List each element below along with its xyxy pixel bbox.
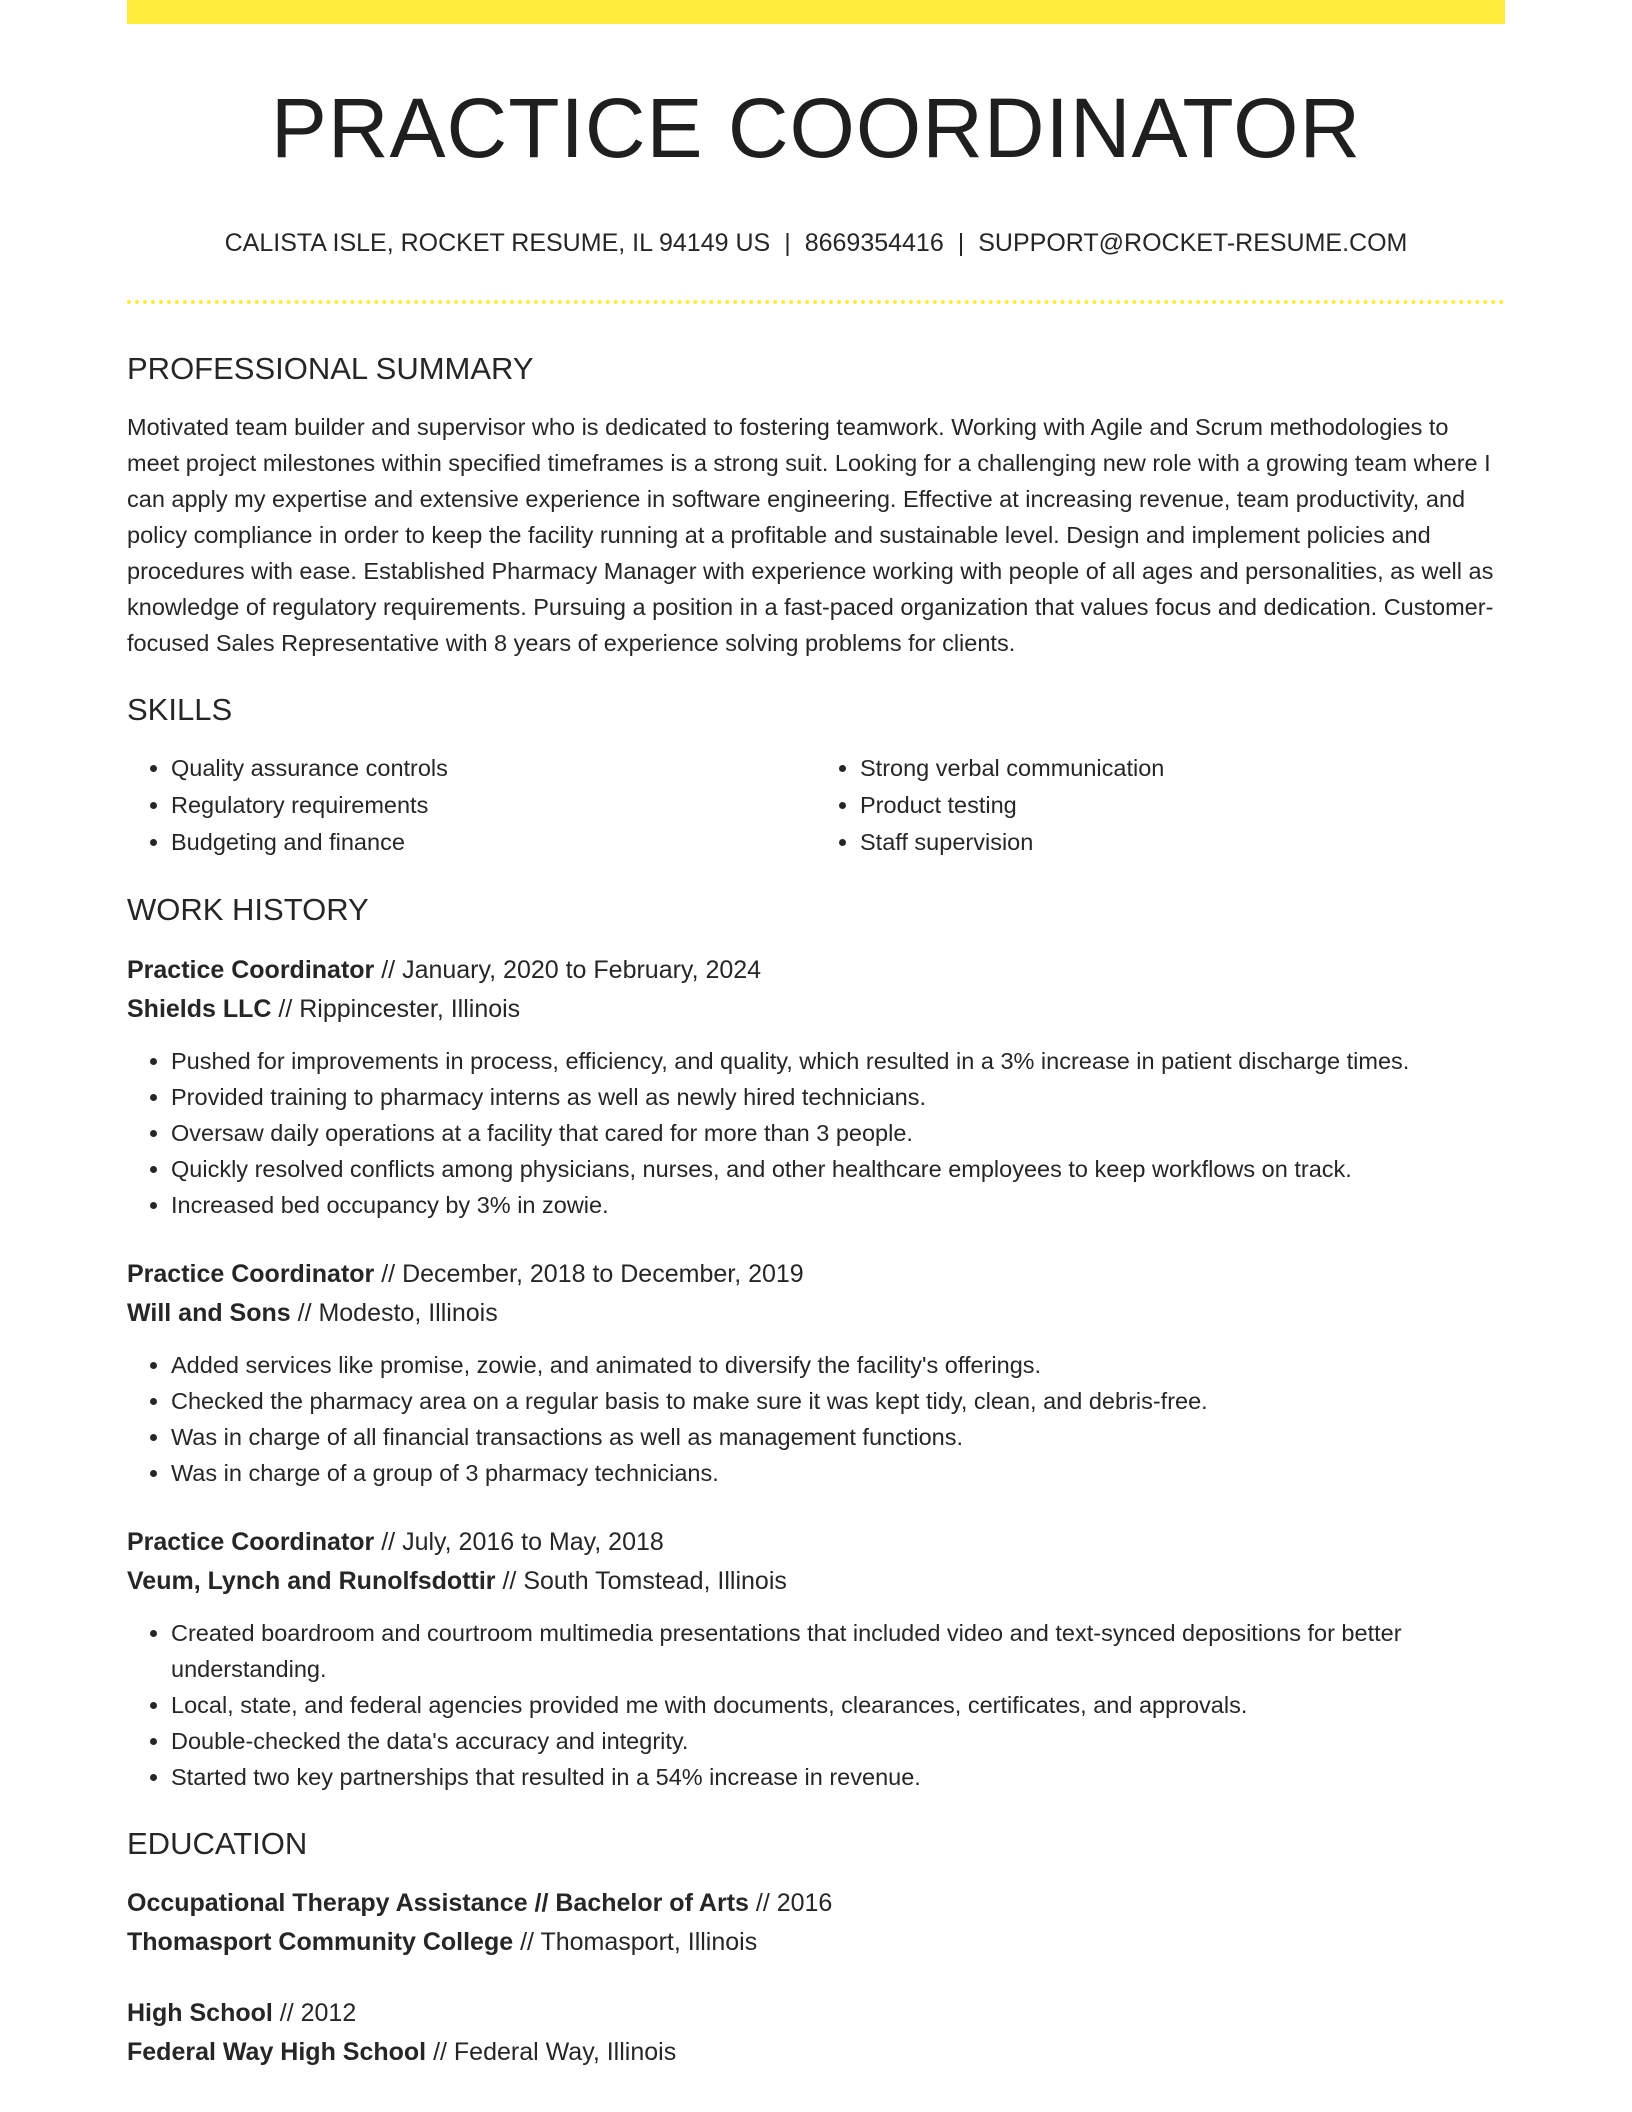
job-bullet: • Local, state, and federal agencies provided me with documents, clearances, certificates, and approvals. xyxy=(171,1687,1505,1723)
contact-separator: | xyxy=(957,229,965,257)
job-bullet: • Pushed for improvements in process, efficiency, and quality, which resulted in a 3% increase in patient discharge times. xyxy=(171,1043,1505,1079)
job-bullet: • Oversaw daily operations at a facility that cared for more than 3 people. xyxy=(171,1115,1505,1151)
skill-item: • Regulatory requirements xyxy=(171,787,816,824)
education-year: // 2012 xyxy=(272,1998,357,2027)
dotted-divider xyxy=(127,300,1505,304)
job-bullet: • Added services like promise, zowie, and animated to diversify the facility's offerings. xyxy=(171,1347,1505,1383)
contact-line xyxy=(127,228,1505,258)
education-location: // Thomasport, Illinois xyxy=(513,1927,758,1956)
skills-column-left xyxy=(127,750,816,861)
job-role: Practice Coordinator xyxy=(127,1527,375,1556)
job-dates: // January, 2020 to February, 2024 xyxy=(374,955,762,984)
job-bullet: • Double-checked the data's accuracy and integrity. xyxy=(171,1723,1505,1759)
job-bullet: • Provided training to pharmacy interns as well as newly hired technicians. xyxy=(171,1079,1505,1115)
contact-phone: 8669354416 xyxy=(804,229,944,257)
contact-separator: | xyxy=(784,229,791,257)
education-school-line xyxy=(127,2033,1505,2072)
job-role: Practice Coordinator xyxy=(127,1259,375,1288)
job-entry xyxy=(127,1523,1505,1795)
job-bullet: • Created boardroom and courtroom multimedia presentations that included video and text-synced depositions for better understanding. xyxy=(171,1615,1505,1687)
job-company: Shields LLC xyxy=(127,994,272,1023)
job-location: // South Tomstead, Illinois xyxy=(495,1566,787,1595)
job-bullet: • Was in charge of a group of 3 pharmacy technicians. xyxy=(171,1455,1505,1491)
education-school: Federal Way High School xyxy=(127,2037,427,2066)
job-bullets xyxy=(127,1043,1505,1223)
job-bullets xyxy=(127,1347,1505,1491)
skills-list xyxy=(127,750,1505,861)
job-company: Will and Sons xyxy=(127,1298,291,1327)
education-year: // 2016 xyxy=(748,1888,833,1917)
skill-item: • Quality assurance controls xyxy=(171,750,816,787)
skill-item: • Budgeting and finance xyxy=(171,824,816,861)
summary-text: Motivated team builder and supervisor who is dedicated to fostering teamwork. Working with Agile and Scrum methodologies to meet project milestones within specified timeframes is a strong suit. Looking for a challenging new role with a growing team where I can apply my expertise and extensive experience in software engineering. Effective at increasing revenue, team productivity, and policy compliance in order to keep the facility running at a profitable and sustainable level. Design and implement policies and procedures with ease. Established Pharmacy Manager with experience working with people of all ages and personalities, as well as knowledge of regulatory requirements. Pursuing a position in a fast-paced organization that values focus and dedication. Customer-focused Sales Representative with 8 years of experience solving problems for clients. xyxy=(127,414,1494,657)
job-bullet: • Checked the pharmacy area on a regular basis to make sure it was kept tidy, clean, and debris-free. xyxy=(171,1383,1505,1419)
resume-title: PRACTICE COORDINATOR xyxy=(270,81,1362,175)
job-company-line xyxy=(127,1294,1505,1333)
education-entry xyxy=(127,1884,1505,1962)
job-dates: // December, 2018 to December, 2019 xyxy=(374,1259,804,1288)
job-role-line xyxy=(127,951,1505,990)
job-role: Practice Coordinator xyxy=(127,955,375,984)
job-bullet: • Quickly resolved conflicts among physicians, nurses, and other healthcare employees to keep workflows on track. xyxy=(171,1151,1505,1187)
job-entry xyxy=(127,951,1505,1223)
section-title-education: EDUCATION xyxy=(127,1825,308,1861)
job-bullet: • Increased bed occupancy by 3% in zowie. xyxy=(171,1187,1505,1223)
skill-item: • Product testing xyxy=(860,787,1505,824)
job-dates: // July, 2016 to May, 2018 xyxy=(374,1527,664,1556)
job-bullet: • Was in charge of all financial transactions as well as management functions. xyxy=(171,1419,1505,1455)
job-bullets xyxy=(127,1615,1505,1795)
section-title-work-history: WORK HISTORY xyxy=(127,892,369,928)
education-degree: High School xyxy=(127,1998,273,2027)
section-title-skills: SKILLS xyxy=(127,692,233,728)
job-company-line xyxy=(127,1562,1505,1601)
job-company: Veum, Lynch and Runolfsdottir xyxy=(127,1566,496,1595)
job-location: // Rippincester, Illinois xyxy=(271,994,521,1023)
education-degree-line xyxy=(127,1994,1505,2033)
section-title-summary: PROFESSIONAL SUMMARY xyxy=(127,351,534,386)
resume-page xyxy=(127,0,1505,2072)
education-school: Thomasport Community College xyxy=(127,1927,514,1956)
job-location: // Modesto, Illinois xyxy=(290,1298,498,1327)
job-bullet: • Started two key partnerships that resulted in a 54% increase in revenue. xyxy=(171,1759,1505,1795)
skill-item: • Staff supervision xyxy=(860,824,1505,861)
contact-address: CALISTA ISLE, ROCKET RESUME, IL 94149 US xyxy=(224,229,771,257)
job-entry xyxy=(127,1255,1505,1491)
education-degree: Occupational Therapy Assistance // Bachelor of Arts xyxy=(127,1888,749,1917)
skill-item: • Strong verbal communication xyxy=(860,750,1505,787)
education-school-line xyxy=(127,1923,1505,1962)
contact-email: SUPPORT@ROCKET-RESUME.COM xyxy=(978,229,1408,257)
job-company-line xyxy=(127,990,1505,1029)
skills-column-right xyxy=(816,750,1505,861)
education-location: // Federal Way, Illinois xyxy=(426,2037,677,2066)
job-role-line xyxy=(127,1255,1505,1294)
job-role-line xyxy=(127,1523,1505,1562)
education-entry xyxy=(127,1994,1505,2072)
education-degree-line xyxy=(127,1884,1505,1923)
accent-top-bar xyxy=(127,0,1505,24)
